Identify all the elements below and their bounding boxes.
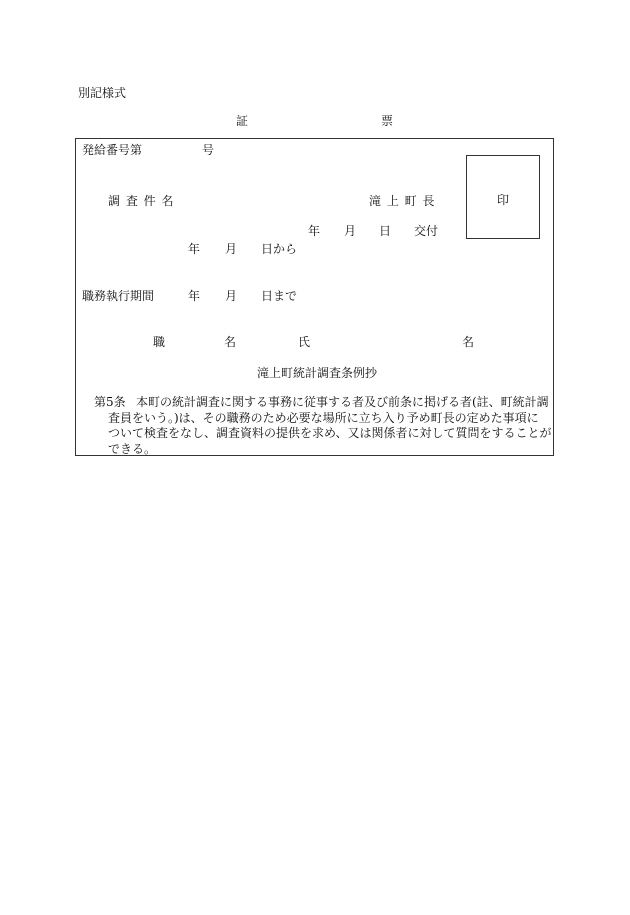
form-label: 別記様式: [78, 86, 127, 100]
article-line-4: できる。: [108, 441, 157, 456]
article-line-1: [94, 395, 547, 411]
ordinance-title: 滝上町統計調査条例抄: [257, 366, 378, 380]
period-label: 職務執行期間: [82, 289, 155, 303]
period-to-year: 年: [188, 289, 201, 303]
issue-day-label: 日: [379, 224, 392, 238]
seal-box: [466, 155, 540, 239]
issue-number-suffix: 号: [202, 143, 215, 157]
position-label-2: 名: [224, 335, 237, 349]
article-number: 第5条: [94, 395, 126, 409]
issue-year-label: 年: [308, 224, 321, 238]
issue-month-label: 月: [344, 224, 357, 238]
document-title-part-1: 証: [236, 114, 249, 128]
period-from-day: 日から: [261, 242, 298, 256]
article-line-2: 査員をいう。)は、その職務のため必要な場所に立ち入り予め町長の定めた事項に: [108, 410, 539, 425]
name-label-1: 氏: [298, 335, 311, 349]
article-text-1: 本町の統計調査に関する事務に従事する者及び前条に掲げる者(註、町統計調: [136, 395, 549, 409]
position-label-1: 職: [153, 335, 166, 349]
period-from-year: 年: [188, 242, 201, 256]
period-to-month: 月: [225, 289, 238, 303]
article-line-3: ついて検査をなし、調査資料の提供を求め、又は関係者に対して質問をすることが: [108, 426, 552, 440]
ordinance-article: [94, 395, 552, 457]
document-title-part-2: 票: [381, 114, 394, 128]
issue-number-prefix: 発給番号第: [82, 143, 143, 157]
period-from-month: 月: [225, 242, 238, 256]
certificate-card: [75, 138, 554, 456]
period-to-day: 日まで: [261, 289, 298, 303]
name-label-2: 名: [462, 335, 475, 349]
issuer-label: 滝 上 町 長: [369, 194, 436, 208]
seal-label: 印: [496, 193, 509, 207]
issue-suffix-label: 交付: [414, 224, 439, 238]
survey-name-label: 調 査 件 名: [108, 194, 175, 208]
